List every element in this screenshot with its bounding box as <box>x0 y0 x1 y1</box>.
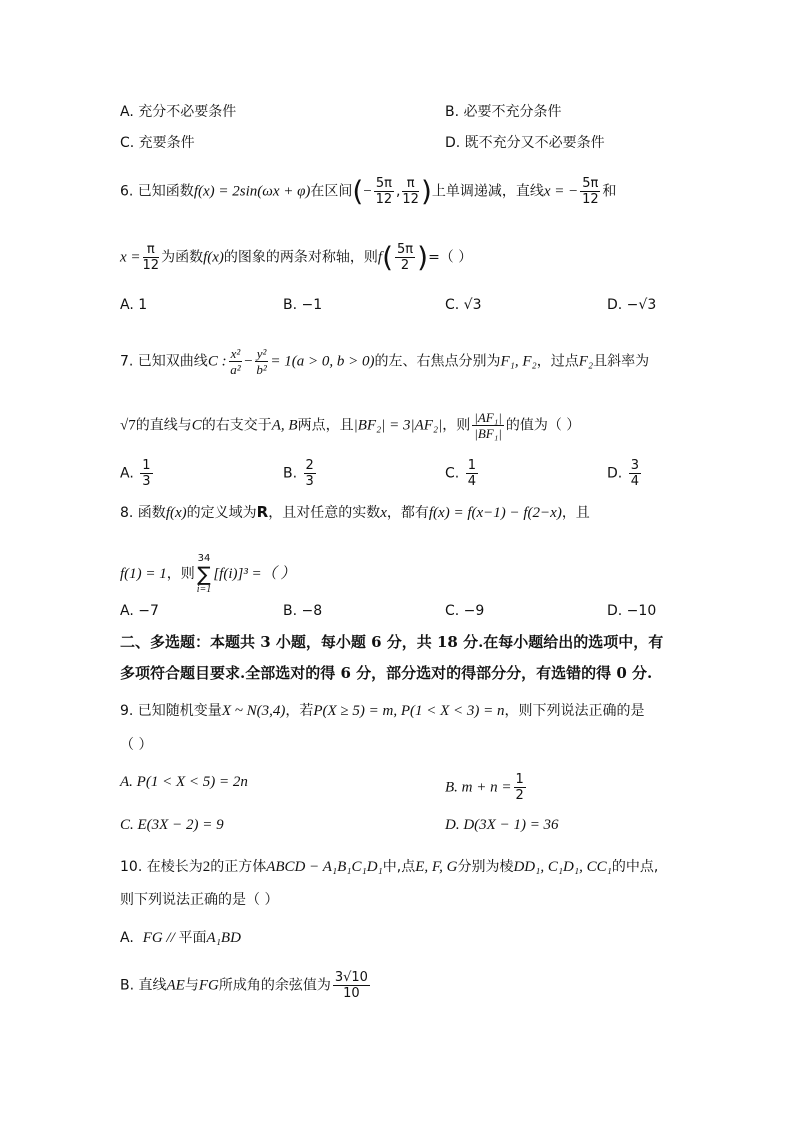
q8-number: 8. 函数 <box>120 505 166 521</box>
q10-edge-length: 2 <box>202 859 211 875</box>
q10-plane-word: 平面 <box>178 930 207 946</box>
numerator: x² <box>230 346 241 361</box>
numerator: y² <box>256 346 267 361</box>
q10-points: E, F, G <box>415 859 458 875</box>
q6-text: 在区间 <box>310 183 353 200</box>
q10-line1 <box>120 857 658 877</box>
sum-upper: 34 <box>197 553 211 564</box>
q6-function: f(x) = 2sin(ωx + φ) <box>193 183 311 200</box>
numerator: 1 <box>467 458 476 473</box>
q7-sqrt7: √7 <box>120 417 136 434</box>
q10-text: 的中点, <box>611 859 659 875</box>
q8-text: ，都有 <box>386 505 429 521</box>
q10-text: 分别为棱 <box>457 859 514 875</box>
q5-option-c: C. 充要条件 <box>120 135 195 151</box>
q9-option-c <box>120 815 224 835</box>
option-text: C. E(3X − 2) = 9 <box>120 817 224 833</box>
q6-line1 <box>120 176 616 207</box>
q9-conditions: P(X ≥ 5) = m, P(1 < X < 3) = n <box>313 703 505 719</box>
section-heading-line1: 二、多选题：本题共 3 小题，每小题 6 分，共 18 分.在每小题给出的选项中，有 <box>120 633 664 651</box>
fraction <box>140 458 152 489</box>
q10-text: 中,点 <box>382 859 416 875</box>
left-paren: ( <box>352 174 364 208</box>
denominator: 3 <box>305 474 314 489</box>
denominator: 3 <box>142 474 151 489</box>
denominator: 4 <box>630 474 639 489</box>
option-text: B. m + n = <box>445 779 512 796</box>
minus-sign: − <box>363 183 372 200</box>
q10-fg-parallel: FG // <box>142 930 179 946</box>
minus-sign: − <box>244 353 253 370</box>
q10-fg: FG <box>198 977 219 994</box>
denominator: a² <box>230 362 241 377</box>
q6-option-d: D. −√3 <box>607 297 657 313</box>
option-label: A. <box>120 930 134 946</box>
q8-text: ，且 <box>561 505 590 521</box>
q10-line2: 则下列说法正确的是（ ） <box>120 892 279 908</box>
q8-line2 <box>120 553 295 595</box>
numerator: π <box>143 242 160 258</box>
denominator: b² <box>256 362 267 377</box>
q10-ae: AE <box>166 977 185 994</box>
numerator: 2 <box>305 458 314 473</box>
q5-option-a: A. 充分不必要条件 <box>120 104 237 120</box>
denominator: 12 <box>402 192 419 207</box>
q8-option-b: B. −8 <box>283 603 323 619</box>
q9-option-b <box>445 772 528 803</box>
q8-text: ，则 <box>166 566 195 582</box>
q6-f: f <box>377 249 383 266</box>
q8-fx: f(x) <box>165 505 187 521</box>
right-paren: ) <box>417 240 429 274</box>
numerator: 3 <box>630 458 639 473</box>
fraction <box>395 242 415 273</box>
denominator: 10 <box>343 986 360 1001</box>
q8-sum-body: [f(i)]³ =（ ） <box>213 566 296 582</box>
q10-cube: ABCD − A₁B₁C₁D₁ <box>266 859 383 875</box>
q7-option-a <box>120 458 155 489</box>
q6-text: 上单调递减，直线 <box>431 183 544 200</box>
q7-text: 两点，且 <box>297 417 354 434</box>
q7-relation: |BF₂| = 3|AF₂| <box>353 417 443 434</box>
right-paren: ) <box>420 174 432 208</box>
q10-plane: A₁BD <box>206 930 241 946</box>
left-paren: ( <box>382 240 394 274</box>
q7-line1 <box>120 346 649 377</box>
q7-option-d <box>607 458 643 489</box>
summation <box>197 553 212 595</box>
option-text: A. P(1 < X < 5) = 2n <box>120 774 248 790</box>
sum-lower: i=1 <box>196 584 212 595</box>
q5-option-b: B. 必要不充分条件 <box>445 104 562 120</box>
sigma-icon: ∑ <box>197 562 211 586</box>
option-label: B. 直线 <box>120 977 167 994</box>
q6-number: 6. 已知函数 <box>120 183 194 200</box>
q7-text: 的左、右焦点分别为 <box>374 353 501 370</box>
q7-curve-name: C : <box>207 353 227 370</box>
q7-text: 的直线与 <box>135 417 192 434</box>
fraction <box>629 458 641 489</box>
q7-text: 的值为（ ） <box>505 417 581 434</box>
section-heading-line2: 多项符合题目要求.全部选对的得 6 分，部分选对的得部分分，有选错的得 0 分. <box>120 664 653 682</box>
q8-text: ，且对任意的实数 <box>268 505 381 521</box>
numerator: 5π <box>582 176 599 191</box>
q9-text: ，若 <box>285 703 314 719</box>
q6-answer-paren: =（ ） <box>428 249 473 266</box>
numerator: 5π <box>375 176 392 191</box>
q9-option-a <box>120 772 248 792</box>
q8-option-c: C. −9 <box>445 603 485 619</box>
fraction <box>333 970 370 1001</box>
q7-text: 且斜率为 <box>593 353 650 370</box>
q10-text: 的正方体 <box>210 859 267 875</box>
option-text: D. D(3X − 1) = 36 <box>445 817 559 833</box>
q8-x: x <box>380 505 387 521</box>
q6-line2 <box>120 242 472 273</box>
fraction <box>304 458 316 489</box>
q9-line1 <box>120 701 645 721</box>
q8-f1: f(1) = 1 <box>120 566 167 582</box>
denominator: 2 <box>515 788 524 803</box>
fraction <box>466 458 478 489</box>
fraction <box>402 176 419 207</box>
q10-text: 所成角的余弦值为 <box>218 977 331 994</box>
q8-real-set: R <box>256 503 269 521</box>
q10-text: 10. 在棱长为 <box>120 859 203 875</box>
numerator: 1 <box>142 458 151 473</box>
q8-option-a: A. −7 <box>120 603 159 619</box>
q9-number: 9. 已知随机变量 <box>120 703 222 719</box>
option-label: A. <box>120 465 134 482</box>
q7-line2 <box>120 410 580 441</box>
option-label: B. <box>283 465 298 482</box>
fraction <box>514 772 526 803</box>
q9-text: ，则下列说法正确的是 <box>504 703 645 719</box>
q7-option-c <box>445 458 480 489</box>
q7-number: 7. 已知双曲线 <box>120 353 208 370</box>
q7-foci: F₁, F₂ <box>500 353 537 370</box>
q9-option-d <box>445 815 559 835</box>
q10-edges: DD₁, C₁D₁, CC₁ <box>513 859 612 875</box>
q9-answer-paren: （ ） <box>120 737 153 753</box>
denominator: 2 <box>400 258 410 273</box>
q7-text: ，则 <box>442 417 471 434</box>
option-label: D. <box>607 465 623 482</box>
numerator: 1 <box>515 772 524 787</box>
q6-x-equation: x = <box>120 249 141 266</box>
fraction <box>255 346 269 377</box>
denominator: 4 <box>467 474 476 489</box>
q6-option-a: A. 1 <box>120 297 148 313</box>
q7-text: ，过点 <box>536 353 579 370</box>
fraction <box>229 346 243 377</box>
denominator: |BF₁| <box>474 426 502 441</box>
q9-distribution: X ~ N(3,4) <box>221 703 286 719</box>
denominator: 12 <box>142 258 160 273</box>
q10-option-a <box>120 928 241 948</box>
q6-text: 和 <box>602 183 617 200</box>
q8-line1 <box>120 502 590 523</box>
q10-option-b <box>120 970 372 1001</box>
numerator: 3√10 <box>334 970 368 985</box>
numerator: π <box>402 176 419 192</box>
fraction <box>580 176 600 207</box>
fraction <box>143 242 160 273</box>
fraction <box>472 410 504 441</box>
numerator: 5π <box>397 242 414 257</box>
q6-line-equation: x = − <box>543 183 579 200</box>
q7-ab: A, B <box>271 417 298 434</box>
q7-c: C <box>191 417 202 434</box>
comma: , <box>395 183 401 200</box>
denominator: 12 <box>375 192 393 207</box>
q5-option-d: D. 既不充分又不必要条件 <box>445 135 605 151</box>
option-label: C. <box>445 465 460 482</box>
q8-text: 的定义域为 <box>186 505 257 521</box>
q8-equation: f(x) = f(x−1) − f(2−x) <box>428 505 562 521</box>
denominator: 12 <box>582 192 599 207</box>
q10-text: 与 <box>184 977 199 994</box>
q6-fx: f(x) <box>203 249 224 266</box>
q7-condition: = 1(a > 0, b > 0) <box>270 353 375 370</box>
q6-text: 的图象的两条对称轴，则 <box>223 249 378 266</box>
q7-f2: F₂ <box>578 353 594 370</box>
q7-text: 的右支交于 <box>201 417 272 434</box>
fraction <box>374 176 394 207</box>
q6-option-b: B. −1 <box>283 297 323 313</box>
q7-option-b <box>283 458 318 489</box>
q8-option-d: D. −10 <box>607 603 657 619</box>
q6-text: 为函数 <box>161 249 204 266</box>
q6-option-c: C. √3 <box>445 297 482 313</box>
numerator: |AF₁| <box>474 410 502 425</box>
